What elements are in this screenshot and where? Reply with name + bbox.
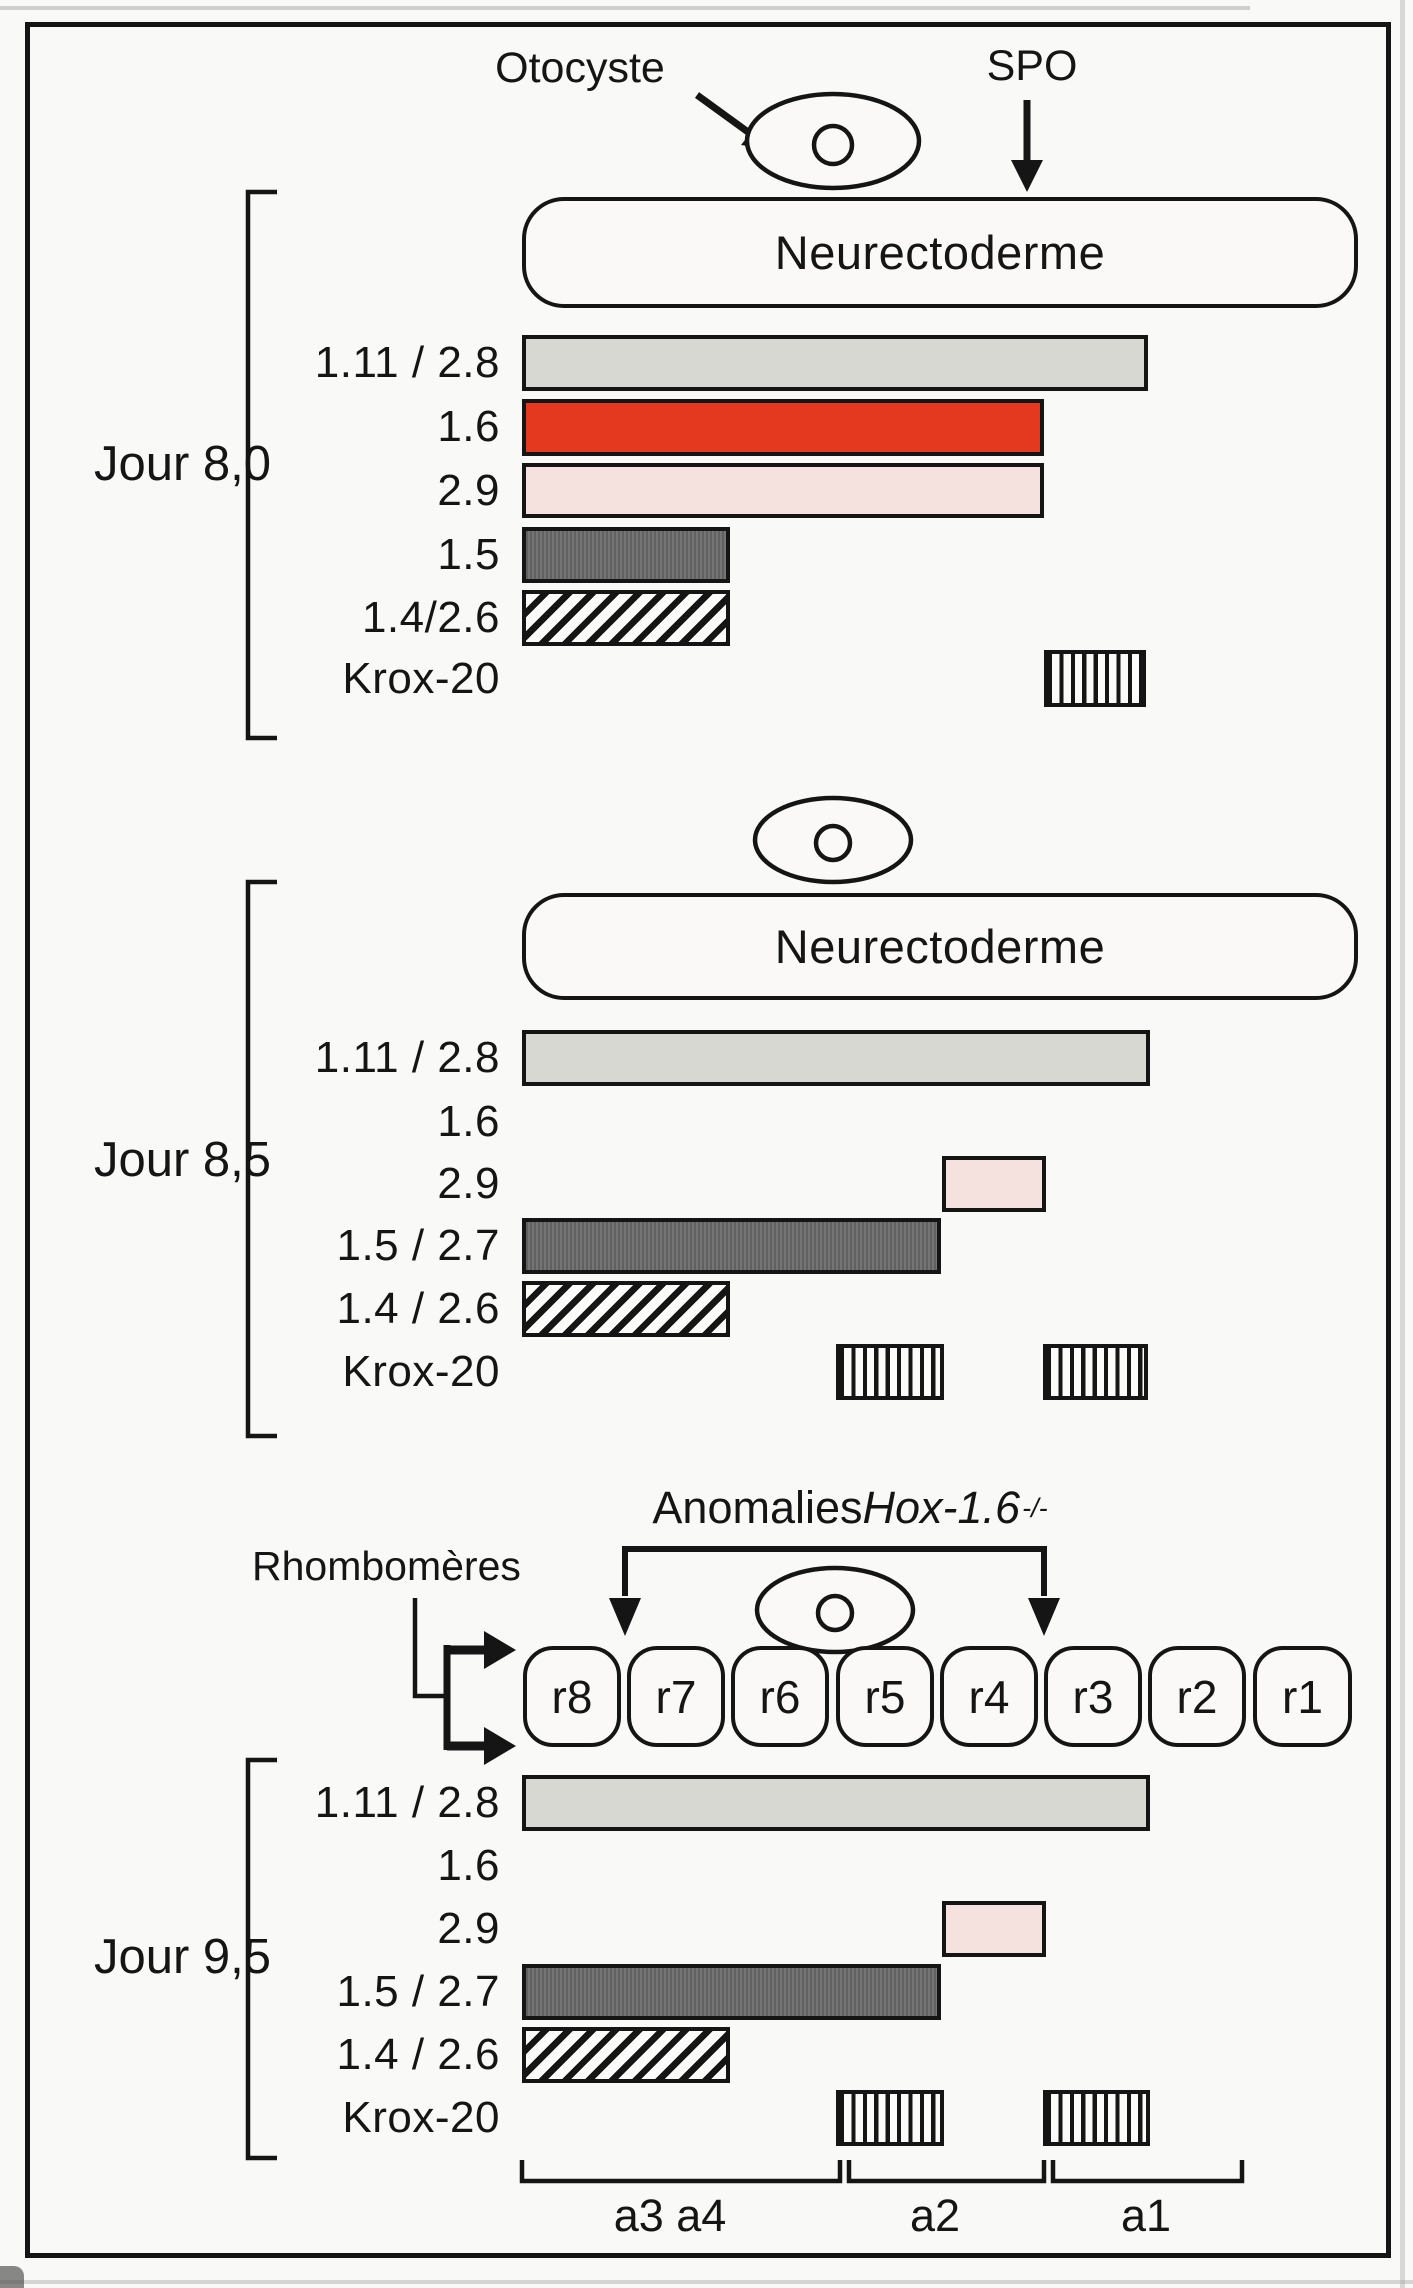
neurectoderme-label: Neurectoderme — [774, 226, 1106, 279]
rhombomere-label: r3 — [1072, 1670, 1114, 1723]
scan-edge-bottom — [0, 2280, 1413, 2284]
rhombomere-r4 — [940, 1646, 1038, 1747]
gene-label-1-6: 1.6 — [437, 402, 500, 451]
rhombomere-r1 — [1253, 1646, 1352, 1747]
rhombomere-label: r7 — [655, 1670, 697, 1723]
anomalies-label — [610, 1482, 1090, 1534]
otocyste-label: Otocyste — [495, 43, 665, 92]
gene-label-krox-20: Krox-20 — [342, 2093, 500, 2142]
gene-label-1-6: 1.6 — [437, 1097, 500, 1146]
rhombomere-label: r4 — [968, 1670, 1010, 1723]
gene-label-2-9: 2.9 — [437, 466, 500, 515]
rhombomere-r7 — [627, 1646, 725, 1747]
section-title-jour-8-5: Jour 8,5 — [93, 1133, 272, 1187]
expression-bar-1-5 — [522, 527, 730, 583]
expression-bar-1-6 — [522, 399, 1044, 456]
gene-label-2-9: 2.9 — [437, 1159, 500, 1208]
anomalies-superscript: -/- — [1022, 1492, 1048, 1523]
expression-bar-2-9 — [942, 1156, 1046, 1212]
axis-label-a2: a2 — [909, 2190, 961, 2241]
scan-edge-top — [0, 6, 1250, 10]
gene-label-1-11-2-8: 1.11 / 2.8 — [314, 338, 500, 387]
expression-bar-krox-20-r5 — [836, 2090, 944, 2146]
expression-bar-krox-20-r5 — [836, 1344, 944, 1400]
gene-label-1-6: 1.6 — [437, 1841, 500, 1890]
neurectoderme-label: Neurectoderme — [774, 920, 1106, 973]
rhombomere-label: r8 — [551, 1670, 593, 1723]
gene-label-krox-20: Krox-20 — [342, 653, 500, 703]
gene-label-2-9: 2.9 — [437, 1904, 500, 1953]
gene-label-1-11-2-8: 1.11 / 2.8 — [314, 1033, 500, 1082]
rhombomere-label: r1 — [1282, 1670, 1323, 1723]
neurectoderme-box-jour-8-5 — [522, 893, 1358, 1000]
axis-label-a1: a1 — [1120, 2190, 1172, 2241]
expression-bar-1-4-2-6 — [522, 1281, 730, 1337]
expression-bar-2-9 — [522, 463, 1044, 518]
expression-bar-1-4-2-6 — [522, 590, 730, 646]
rhombomere-label: r2 — [1176, 1670, 1218, 1723]
rhombomere-label: r5 — [864, 1670, 906, 1723]
expression-bar-1-11-2-8 — [522, 1030, 1150, 1086]
expression-bar-1-11-2-8 — [522, 1775, 1150, 1831]
spo-label: SPO — [986, 41, 1078, 90]
rhombomere-label: r6 — [759, 1670, 801, 1723]
expression-bar-1-4-2-6 — [522, 2027, 730, 2083]
section-title-jour-8-0: Jour 8,0 — [93, 437, 272, 491]
rhombomeres-label: Rhombomères — [252, 1542, 521, 1589]
gene-label-krox-20: Krox-20 — [342, 1347, 500, 1396]
gene-label-1-5-2-7: 1.5 / 2.7 — [336, 1967, 500, 2016]
expression-bar-1-11-2-8 — [522, 335, 1148, 391]
expression-bar-1-5-2-7 — [522, 1218, 941, 1274]
gene-label-1-4-2-6: 1.4 / 2.6 — [336, 1284, 500, 1333]
expression-bar-krox-20-r3 — [1043, 2090, 1150, 2146]
gene-label-1-4-2-6: 1.4/2.6 — [361, 593, 500, 642]
neurectoderme-box-jour-8-0 — [522, 197, 1358, 308]
anomalies-gene-name: Hox-1.6 — [862, 1482, 1021, 1533]
gene-label-1-4-2-6: 1.4 / 2.6 — [336, 2030, 500, 2079]
rhombomere-r2 — [1148, 1646, 1246, 1747]
scan-corner-mark — [0, 2266, 24, 2288]
section-title-jour-9-5: Jour 9,5 — [93, 1930, 272, 1984]
rhombomere-r3 — [1044, 1646, 1142, 1747]
gene-label-1-11-2-8: 1.11 / 2.8 — [314, 1778, 500, 1827]
axis-label-a3-a4: a3 a4 — [613, 2190, 727, 2241]
expression-bar-krox-20-r3 — [1043, 1344, 1148, 1400]
expression-bar-1-5-2-7 — [522, 1964, 941, 2020]
gene-label-1-5-2-7: 1.5 / 2.7 — [336, 1221, 500, 1270]
expression-bar-2-9 — [942, 1901, 1046, 1957]
expression-bar-krox-20 — [1044, 650, 1146, 707]
rhombomere-r8 — [523, 1646, 621, 1747]
rhombomere-r5 — [836, 1646, 934, 1747]
scan-edge-right — [1400, 0, 1405, 2288]
rhombomere-r6 — [731, 1646, 829, 1747]
anomalies-prefix: Anomalies — [652, 1482, 863, 1533]
gene-label-1-5: 1.5 — [437, 530, 500, 579]
